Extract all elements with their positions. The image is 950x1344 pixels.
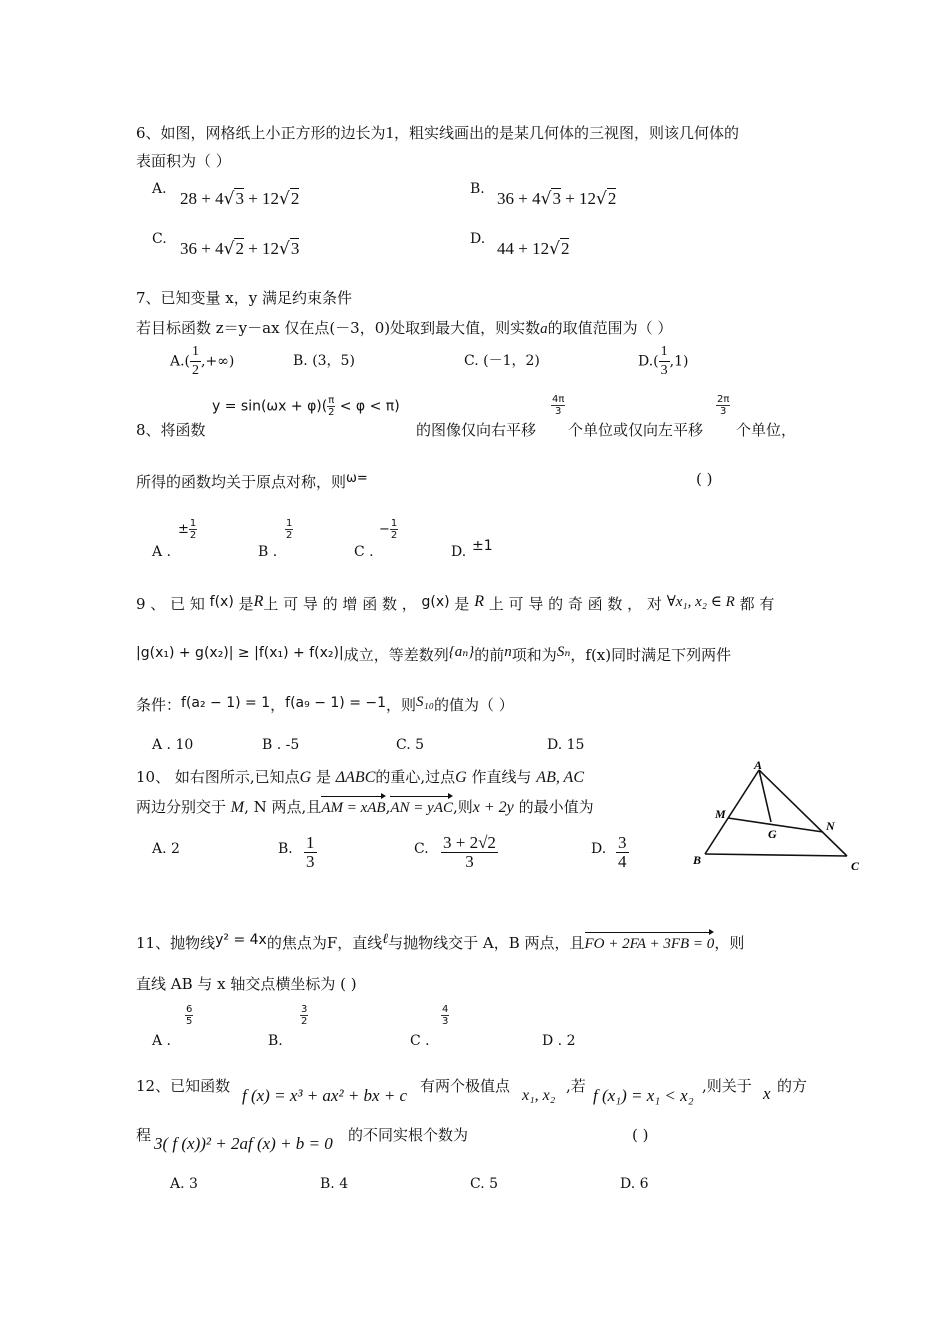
- q8b-den: 2: [286, 530, 293, 541]
- q10c-num: 3 + 2√2: [443, 833, 496, 852]
- q8-shift-right: [551, 394, 565, 417]
- q11-option-d: D . 2: [542, 1033, 576, 1049]
- q10-p4: 作直线与: [471, 768, 532, 786]
- q8-den1: 3: [555, 406, 562, 417]
- q9-c2: f(a₉ − 1) = −1: [285, 695, 387, 711]
- q8-two: 2: [328, 407, 335, 418]
- q9-p8: 的前: [474, 646, 505, 664]
- q8-func: y = sin(ωx + φ)(: [212, 398, 328, 415]
- q6-option-d-label: D.: [470, 231, 486, 247]
- q9-line3: [136, 692, 514, 715]
- q6-text: 6、如图，网格纸上小正方形的边长为: [136, 124, 386, 142]
- q11-vec: FO + 2FA + 3FB = 0: [584, 936, 715, 952]
- q7-option-a: [170, 343, 234, 380]
- q10-p3: 的重心,过点: [375, 768, 456, 786]
- q10-p5: 两边分别交于: [136, 798, 227, 816]
- q11-p2: 的焦点为F，直线: [266, 934, 383, 952]
- q9-ineq: |g(x₁) + g(x₂)| ≥ |f(x₁) + f(x₂)|: [136, 645, 344, 661]
- q10-G: G: [299, 769, 312, 786]
- q11-option-a-label: A .: [152, 1033, 172, 1049]
- q11c-den: 3: [442, 1016, 449, 1027]
- q10-option-c: [441, 834, 498, 871]
- q12-line1-d: ,则关于: [702, 1077, 752, 1095]
- q6d-1: 44 + 12: [497, 239, 550, 258]
- q10-option-b-label: B.: [278, 841, 293, 857]
- q8a-den: 2: [189, 530, 197, 541]
- q8-num2: 2π: [717, 394, 730, 405]
- q9-option-c: C. 5: [396, 737, 425, 753]
- q8-option-c-label: C .: [354, 544, 374, 560]
- q11-para: y² = 4x: [215, 932, 267, 948]
- q6-line1: [136, 123, 739, 143]
- q7d-pre: D.(: [638, 353, 659, 370]
- q8-omega: ω=: [346, 471, 368, 486]
- q6-option-a: 28 + 4√3 + 12√2: [180, 189, 300, 209]
- q10-option-d-label: D.: [591, 841, 607, 857]
- q12-paren: ( ): [632, 1126, 649, 1144]
- q7a-pre: A.(: [170, 353, 191, 370]
- q8-pi: π: [328, 395, 335, 406]
- q10-line2: 两边分别交于 M, N 两点,且AM = xAB,AN = yAC,则x + 2y 的最小值为: [136, 798, 594, 816]
- q10-p2: 是: [315, 768, 331, 786]
- q8-line2: [136, 469, 368, 492]
- q6b-2: 3: [552, 189, 561, 208]
- q10-G2: G: [455, 769, 467, 786]
- q6a-2: 3: [235, 189, 244, 208]
- q12-function: f (x) = x³ + ax² + bx + c: [242, 1086, 408, 1105]
- q10-M: M: [230, 799, 245, 816]
- q9-forall: ∀x₁, x₂ ∈ R: [666, 594, 735, 610]
- q10b-den: 3: [306, 852, 315, 871]
- q11a-num: 6: [186, 1004, 193, 1015]
- q6-option-d: 44 + 12√2: [497, 239, 570, 259]
- q6a-1: 28 + 4: [180, 189, 224, 208]
- q10-ab: AB, AC: [536, 769, 584, 786]
- q6b-3: + 12: [560, 189, 597, 208]
- q6b-4: 2: [607, 189, 617, 208]
- q8-den2: 3: [720, 406, 727, 417]
- q7d-den: 3: [660, 363, 668, 378]
- q9-p3: 上 可 导 的 增 函 数 ，: [263, 595, 417, 613]
- q8-option-a-label: A .: [152, 544, 172, 560]
- q8a-num: 1: [189, 518, 197, 529]
- q6c-2: 2: [235, 239, 244, 258]
- q8-option-b-label: B .: [258, 544, 278, 560]
- q7a-post: ,+∞): [201, 353, 235, 370]
- q10-option-d: [616, 834, 629, 871]
- q10-triangle-figure: [685, 758, 865, 878]
- q12-line2-b: 的不同实根个数为: [348, 1126, 469, 1144]
- q6a-4: 2: [290, 189, 300, 208]
- q10d-num: 3: [618, 833, 627, 852]
- label-M: M: [715, 807, 726, 821]
- q8c-minus: −: [379, 522, 390, 537]
- q6b-1: 36 + 4: [497, 189, 541, 208]
- median-ag: [759, 770, 771, 822]
- q9-p9: 项和为: [511, 646, 557, 664]
- q6c-3: + 12: [243, 239, 280, 258]
- q11-ell: ℓ: [382, 932, 389, 947]
- q10-p7: ,则: [453, 798, 473, 816]
- q9-option-a: A . 10: [152, 737, 194, 753]
- q11-option-c-label: C .: [410, 1033, 430, 1049]
- q7a-num: 1: [190, 343, 201, 362]
- q9-Sn: Sₙ: [556, 644, 571, 660]
- label-N: N: [826, 819, 835, 833]
- q12-line1-a: 12、已知函数: [136, 1077, 231, 1095]
- q12-condition: f (x₁) = x₁ < x₂: [593, 1086, 694, 1105]
- q10-vec2: AN = yAC: [390, 800, 453, 816]
- q10-vec1: AM = xAB: [321, 800, 386, 816]
- q12-line1-b: 有两个极值点: [420, 1077, 511, 1095]
- q10-tri: ΔABC: [335, 769, 376, 786]
- q8-line1-d: 个单位，: [736, 421, 797, 439]
- q7-option-c: C. (－1，2): [464, 353, 540, 369]
- q10-p1: 10、 如右图所示,已知点: [136, 768, 300, 786]
- q9-gx: g(x): [421, 594, 450, 610]
- q8-line1-b: 的图像仅向右平移: [416, 421, 537, 439]
- q10-option-b: [304, 834, 317, 871]
- q6-option-c: 36 + 4√2 + 12√3: [180, 239, 300, 259]
- q8-function: [212, 395, 400, 418]
- q9-p11: 条件：: [136, 696, 182, 714]
- q8-option-d: ±1: [472, 538, 493, 554]
- q11c-num: 4: [442, 1004, 449, 1015]
- q9-c1: f(a₂ − 1) = 1: [181, 695, 271, 711]
- q8c-den: 2: [390, 530, 398, 541]
- q9-line2: [136, 642, 731, 665]
- q6c-1: 36 + 4: [180, 239, 224, 258]
- q6-one: 1: [385, 123, 395, 142]
- q8-option-d-label: D.: [451, 544, 467, 560]
- q9-R2: R: [474, 593, 484, 610]
- q9-p5: 上 可 导 的 奇 函 数 ， 对: [488, 595, 662, 613]
- q12-option-c: C. 5: [470, 1176, 499, 1192]
- q12-option-a: A. 3: [170, 1176, 198, 1192]
- q11-line2: 直线 AB 与 x 轴交点横坐标为 ( ): [136, 975, 357, 993]
- q10-p6: , N 两点,且: [244, 798, 322, 816]
- q10-expr: x + 2y: [472, 799, 514, 816]
- q6-option-b: 36 + 4√3 + 12√2: [497, 189, 617, 209]
- q8-shift-left: [716, 394, 730, 417]
- q11-option-b-label: B.: [268, 1033, 283, 1049]
- q9-option-b: B . -5: [262, 737, 300, 753]
- q12-x: x: [763, 1084, 771, 1103]
- q7-text: 若目标函数 z＝y－ax 仅在点(－3，0)处取到最大值，则实数: [136, 319, 541, 337]
- q9-S10: S₁₀: [416, 694, 434, 710]
- q6d-2: 2: [560, 239, 570, 258]
- side-bc: [705, 854, 847, 856]
- q9-fx: f(x): [209, 594, 234, 610]
- q10-option-a: A. 2: [152, 841, 180, 857]
- q11-option-c: [441, 1004, 449, 1027]
- q9-p6: 都 有: [739, 595, 775, 613]
- q8-option-a: [178, 518, 197, 541]
- q9-p10: ，f(x)同时满足下列两件: [570, 646, 732, 664]
- q8a-pm: ±: [178, 522, 189, 537]
- q9-p13: 的值为（ ）: [433, 696, 514, 714]
- q12-line1-e: 的方: [777, 1077, 808, 1095]
- q8-num1: 4π: [552, 394, 565, 405]
- q9-p7: 成立，等差数列: [343, 646, 449, 664]
- q7d-post: ,1): [669, 353, 689, 370]
- q11b-num: 3: [301, 1004, 308, 1015]
- q7-option-d: [638, 343, 688, 380]
- q11b-den: 2: [301, 1016, 308, 1027]
- q10d-den: 4: [618, 852, 627, 871]
- q9-n: n: [504, 644, 512, 660]
- q10c-den: 3: [465, 852, 474, 871]
- q11-option-b: [300, 1004, 308, 1027]
- q9-p1: 9 、 已 知: [136, 595, 205, 613]
- q7-a: a: [540, 321, 548, 337]
- q12-option-d: D. 6: [620, 1176, 649, 1192]
- q8-func-b: < φ < π): [335, 398, 400, 415]
- q7-text-b: 的取值范围为（ ）: [547, 319, 673, 337]
- q8-text: 所得的函数均关于原点对称，则: [136, 473, 347, 491]
- label-G: G: [768, 827, 777, 841]
- q6-option-c-label: C.: [152, 231, 167, 247]
- q10-p8: 的最小值为: [518, 798, 594, 816]
- q8-option-c: [379, 518, 398, 541]
- q6a-3: + 12: [243, 189, 280, 208]
- q6c-4: 3: [290, 239, 300, 258]
- q8c-num: 1: [390, 518, 398, 529]
- q8-option-b: [285, 518, 293, 541]
- label-C: C: [851, 859, 860, 873]
- q7-line2: [136, 318, 672, 339]
- q11-option-a: [185, 1004, 193, 1027]
- q11-line1: [136, 930, 744, 954]
- q10-option-c-label: C.: [414, 841, 429, 857]
- q7a-den: 2: [192, 363, 200, 378]
- q9-option-d: D. 15: [547, 737, 585, 753]
- q9-p2: 是: [238, 595, 254, 613]
- q11-p3: 与抛物线交于 A，B 两点，且: [388, 934, 585, 952]
- q12-line2-a: 程: [136, 1126, 152, 1144]
- q6-text-b: ，粗实线画出的是某几何体的三视图，则该几何体的: [394, 124, 740, 142]
- q11-p1: 11、抛物线: [136, 934, 216, 952]
- q7d-num: 1: [659, 343, 670, 362]
- q9-p12: ，则: [386, 696, 417, 714]
- q10b-num: 1: [306, 833, 315, 852]
- q12-x12: x₁, x₂: [522, 1087, 556, 1104]
- q12-equation: 3( f (x))² + 2af (x) + b = 0: [154, 1134, 333, 1153]
- q8-line1-c: 个单位或仅向左平移: [568, 421, 704, 439]
- q6-line2: 表面积为（ ）: [136, 152, 231, 170]
- q9-p4: 是: [454, 595, 470, 613]
- label-A: A: [754, 758, 763, 772]
- q12-line1-c: ,若: [566, 1077, 586, 1095]
- label-B: B: [693, 853, 702, 867]
- q8-paren: ( ): [696, 470, 713, 488]
- side-ab: [705, 770, 759, 854]
- q9-R: R: [253, 593, 264, 610]
- q7-option-b: B. (3，5): [293, 353, 355, 369]
- q8b-num: 1: [286, 518, 293, 529]
- q11-p4: ，则: [714, 934, 745, 952]
- q11a-den: 5: [186, 1016, 193, 1027]
- q8-line1-a: 8、将函数: [136, 421, 206, 439]
- q9-comma: ，: [270, 696, 286, 714]
- q7-line1: 7、已知变量 x，y 满足约束条件: [136, 289, 353, 307]
- side-ac: [759, 770, 847, 856]
- q9-line1: [136, 592, 774, 614]
- q6-option-b-label: B.: [470, 181, 485, 197]
- q10-line1: [136, 767, 584, 788]
- q6-option-a-label: A.: [152, 181, 167, 197]
- q12-option-b: B. 4: [320, 1176, 349, 1192]
- q9-an: {aₙ}: [448, 644, 475, 660]
